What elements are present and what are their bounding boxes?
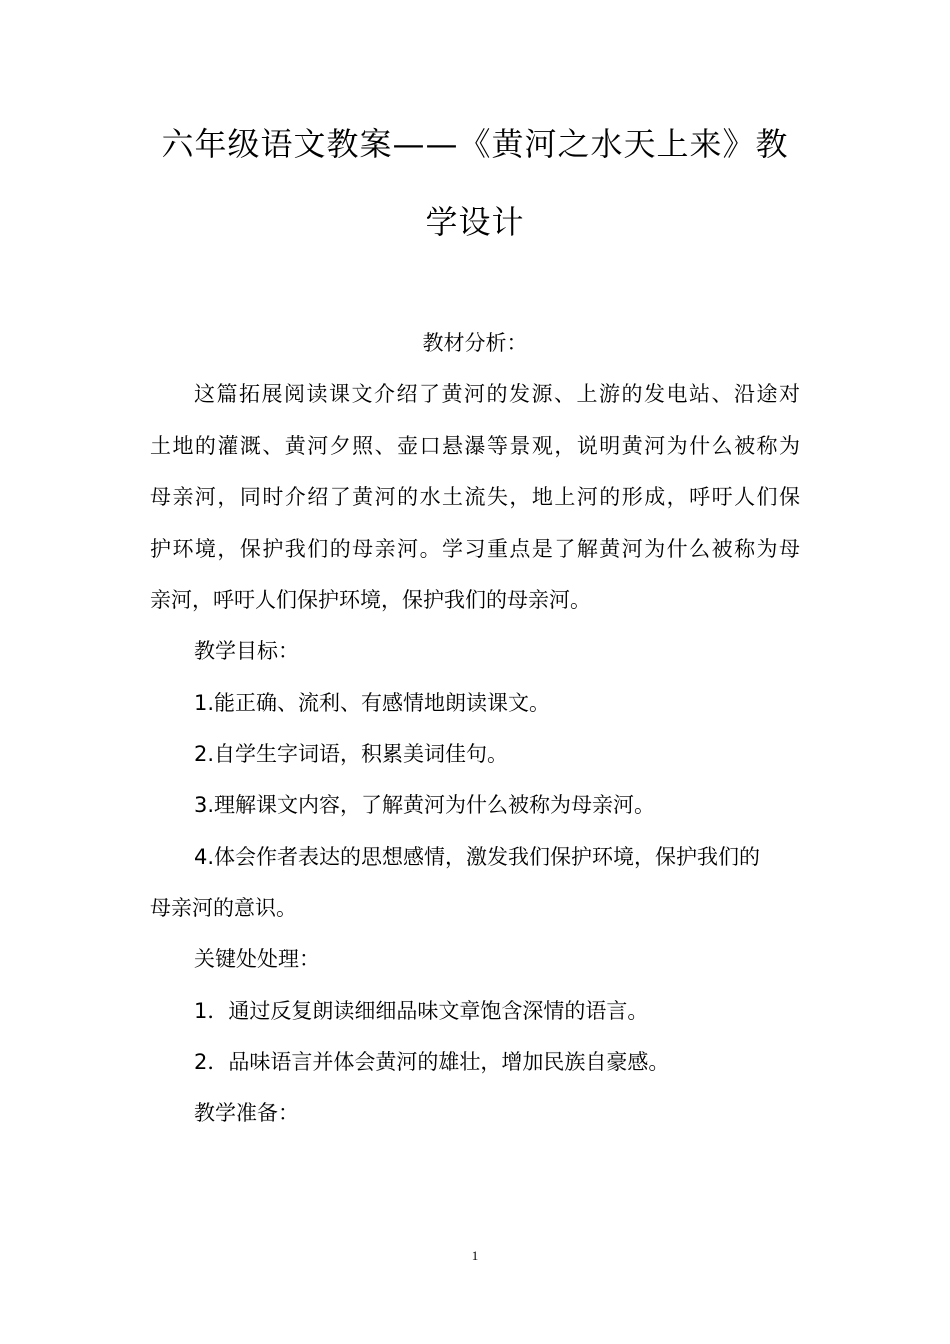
- section-heading-analysis: 教材分析：: [422, 331, 528, 355]
- section-heading-key-points: 关键处处理：: [194, 947, 320, 971]
- analysis-paragraph-line: 护环境，保护我们的母亲河。学习重点是了解黄河为什么被称为母: [150, 537, 800, 561]
- goal-item: 1.能正确、流利、有感情地朗读课文。: [194, 691, 551, 715]
- key-point-item: 2．品味语言并体会黄河的雄壮，增加民族自豪感。: [194, 1050, 670, 1074]
- analysis-paragraph-line: 这篇拓展阅读课文介绍了黄河的发源、上游的发电站、沿途对: [194, 382, 800, 406]
- analysis-paragraph-line: 土地的灌溉、黄河夕照、壶口悬瀑等景观，说明黄河为什么被称为: [150, 434, 800, 458]
- key-point-item: 1．通过反复朗读细细品味文章饱含深情的语言。: [194, 999, 649, 1023]
- document-title-line-1: 六年级语文教案——《黄河之水天上来》教: [161, 125, 789, 163]
- page-number: 1: [471, 1248, 479, 1263]
- goal-item: 4.体会作者表达的思想感情，激发我们保护环境，保护我们的: [194, 845, 761, 869]
- section-heading-preparation: 教学准备：: [194, 1101, 299, 1125]
- goal-item-continuation: 母亲河的意识。: [150, 896, 297, 920]
- section-heading-goals: 教学目标：: [194, 639, 299, 663]
- goal-item: 3.理解课文内容，了解黄河为什么被称为母亲河。: [194, 793, 656, 817]
- analysis-paragraph-line: 母亲河，同时介绍了黄河的水土流失，地上河的形成，呼吁人们保: [150, 485, 800, 509]
- analysis-paragraph-line: 亲河，呼吁人们保护环境，保护我们的母亲河。: [150, 588, 591, 612]
- document-title-line-2: 学设计: [425, 203, 525, 241]
- goal-item: 2.自学生字词语，积累美词佳句。: [194, 742, 509, 766]
